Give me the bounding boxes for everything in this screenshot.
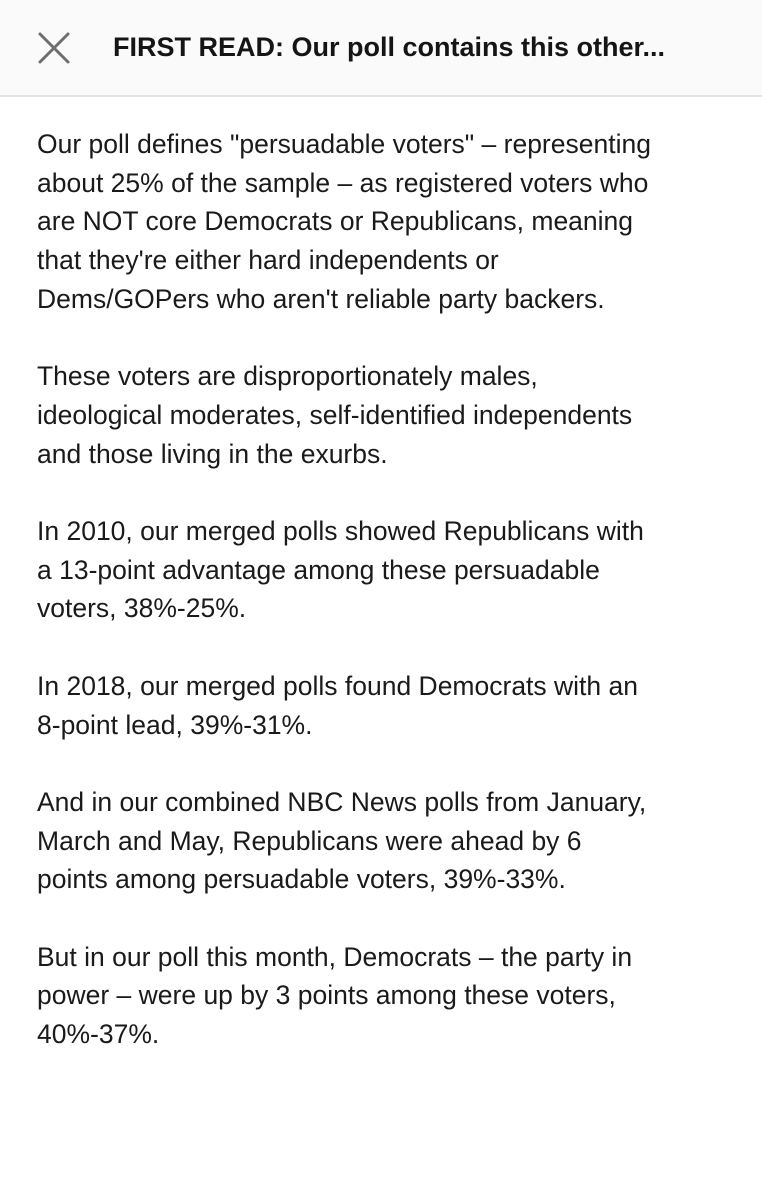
close-button[interactable] xyxy=(30,24,78,72)
text-line: a 13-point advantage among these persuadable xyxy=(37,554,600,585)
article-body xyxy=(37,125,737,1092)
text-line: These voters are disproportionately males, xyxy=(37,361,538,392)
text-line: In 2018, our merged polls found Democrats with an xyxy=(37,670,638,701)
paragraph xyxy=(37,125,737,319)
text-line: March and May, Republicans were ahead by 6 xyxy=(37,825,582,856)
top-bar xyxy=(0,0,762,97)
text-line: points among persuadable voters, 39%-33%. xyxy=(37,864,566,895)
text-line: and those living in the exurbs. xyxy=(37,438,388,469)
paragraph xyxy=(37,512,737,628)
text-line: Our poll defines "persuadable voters" – representing xyxy=(37,129,651,159)
text-line: But in our poll this month, Democrats – the party in xyxy=(37,941,633,972)
text-line: are NOT core Democrats or Republicans, meaning xyxy=(37,206,634,237)
text-line: 40%-37%. xyxy=(37,1019,160,1050)
paragraph xyxy=(37,667,737,744)
text-line: voters, 38%-25%. xyxy=(37,593,247,624)
text-line: Dems/GOPers who aren't reliable party backers. xyxy=(37,283,605,314)
page-title: FIRST READ: Our poll contains this other... xyxy=(113,32,666,62)
text-line: In 2010, our merged polls showed Republicans with xyxy=(37,516,644,546)
text-line: about 25% of the sample – as registered voters who xyxy=(37,167,649,198)
paragraph xyxy=(37,783,737,899)
text-line: 8-point lead, 39%-31%. xyxy=(37,709,313,740)
paragraph xyxy=(37,938,737,1054)
text-line: power – were up by 3 points among these voters, xyxy=(37,980,616,1011)
paragraph xyxy=(37,357,737,473)
text-line: And in our combined NBC News polls from January, xyxy=(37,786,647,817)
close-icon[interactable] xyxy=(30,24,78,72)
text-line: that they're either hard independents or xyxy=(37,245,499,276)
text-line: ideological moderates, self-identified independents xyxy=(37,399,633,430)
